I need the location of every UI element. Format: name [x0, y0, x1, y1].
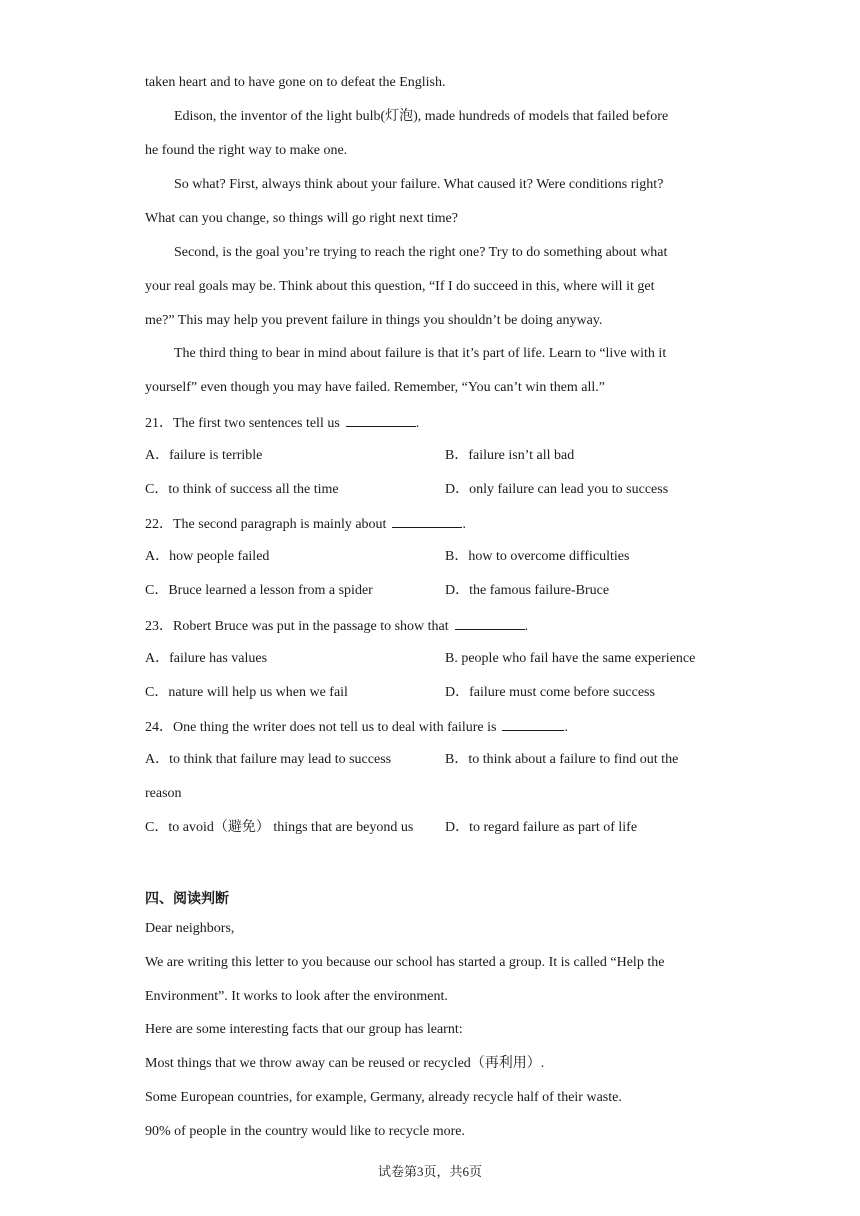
question-stem: 21．The first two sentences tell us .: [145, 413, 419, 433]
option-b: B. people who fail have the same experience: [445, 651, 696, 666]
letter-line: Most things that we throw away can be reused or recycled（再利用）.: [145, 1056, 545, 1071]
option-a: A．how people failed: [145, 549, 270, 564]
option-c: C．Bruce learned a lesson from a spider: [145, 583, 373, 598]
option-d: D．the famous failure-Bruce: [445, 583, 610, 598]
letter-line: Here are some interesting facts that our group has learnt:: [145, 1022, 463, 1037]
option-a: A．failure is terrible: [145, 448, 263, 463]
option-a: A．failure has values: [145, 651, 268, 666]
passage-line: he found the right way to make one.: [145, 143, 348, 158]
passage-line: So what? First, always think about your failure. What caused it? Were conditions right?: [174, 177, 664, 192]
option-a: A．to think that failure may lead to success: [145, 752, 392, 767]
passage-line: Second, is the goal you’re trying to reach the right one? Try to do something about what: [174, 245, 668, 260]
passage-line: The third thing to bear in mind about failure is that it’s part of life. Learn to “live with it: [174, 346, 667, 361]
passage-line: taken heart and to have gone on to defeat the English.: [145, 75, 446, 90]
passage-line: Edison, the inventor of the light bulb(灯泡), made hundreds of models that failed before: [174, 109, 669, 124]
question-stem: 24．One thing the writer does not tell us to deal with failure is .: [145, 717, 568, 737]
answer-blank: [392, 514, 462, 528]
letter-line: 90% of people in the country would like to recycle more.: [145, 1124, 465, 1139]
option-c: C．nature will help us when we fail: [145, 685, 348, 700]
letter-line: Dear neighbors,: [145, 921, 235, 936]
page-footer: 试卷第3页，共6页: [377, 1164, 482, 1179]
answer-blank: [346, 413, 416, 427]
answer-blank: [455, 616, 525, 630]
option-d: D．only failure can lead you to success: [445, 482, 669, 497]
passage-line: What can you change, so things will go right next time?: [145, 211, 458, 226]
option-d: D．to regard failure as part of life: [445, 820, 638, 835]
option-c: C．to avoid（避免） things that are beyond us: [145, 820, 414, 835]
passage-line: me?” This may help you prevent failure in things you shouldn’t be doing anyway.: [145, 313, 603, 328]
option-b-continued: reason: [145, 786, 182, 801]
option-d: D．failure must come before success: [445, 685, 655, 700]
question-stem: 22．The second paragraph is mainly about .: [145, 514, 466, 534]
letter-line: Some European countries, for example, Germany, already recycle half of their waste.: [145, 1090, 622, 1105]
letter-line: We are writing this letter to you because our school has started a group. It is called “Help the: [145, 955, 665, 970]
passage-line: your real goals may be. Think about this question, “If I do succeed in this, where will it get: [145, 279, 655, 294]
letter-line: Environment”. It works to look after the environment.: [145, 989, 448, 1004]
option-c: C．to think of success all the time: [145, 482, 339, 497]
section-title: 四、阅读判断: [145, 891, 229, 907]
answer-blank: [502, 717, 564, 731]
option-b: B．failure isn’t all bad: [445, 448, 575, 463]
option-b: B．to think about a failure to find out the: [445, 752, 679, 767]
question-stem: 23．Robert Bruce was put in the passage to show that .: [145, 616, 528, 636]
option-b: B．how to overcome difficulties: [445, 549, 630, 564]
passage-line: yourself” even though you may have failed. Remember, “You can’t win them all.”: [145, 380, 606, 395]
